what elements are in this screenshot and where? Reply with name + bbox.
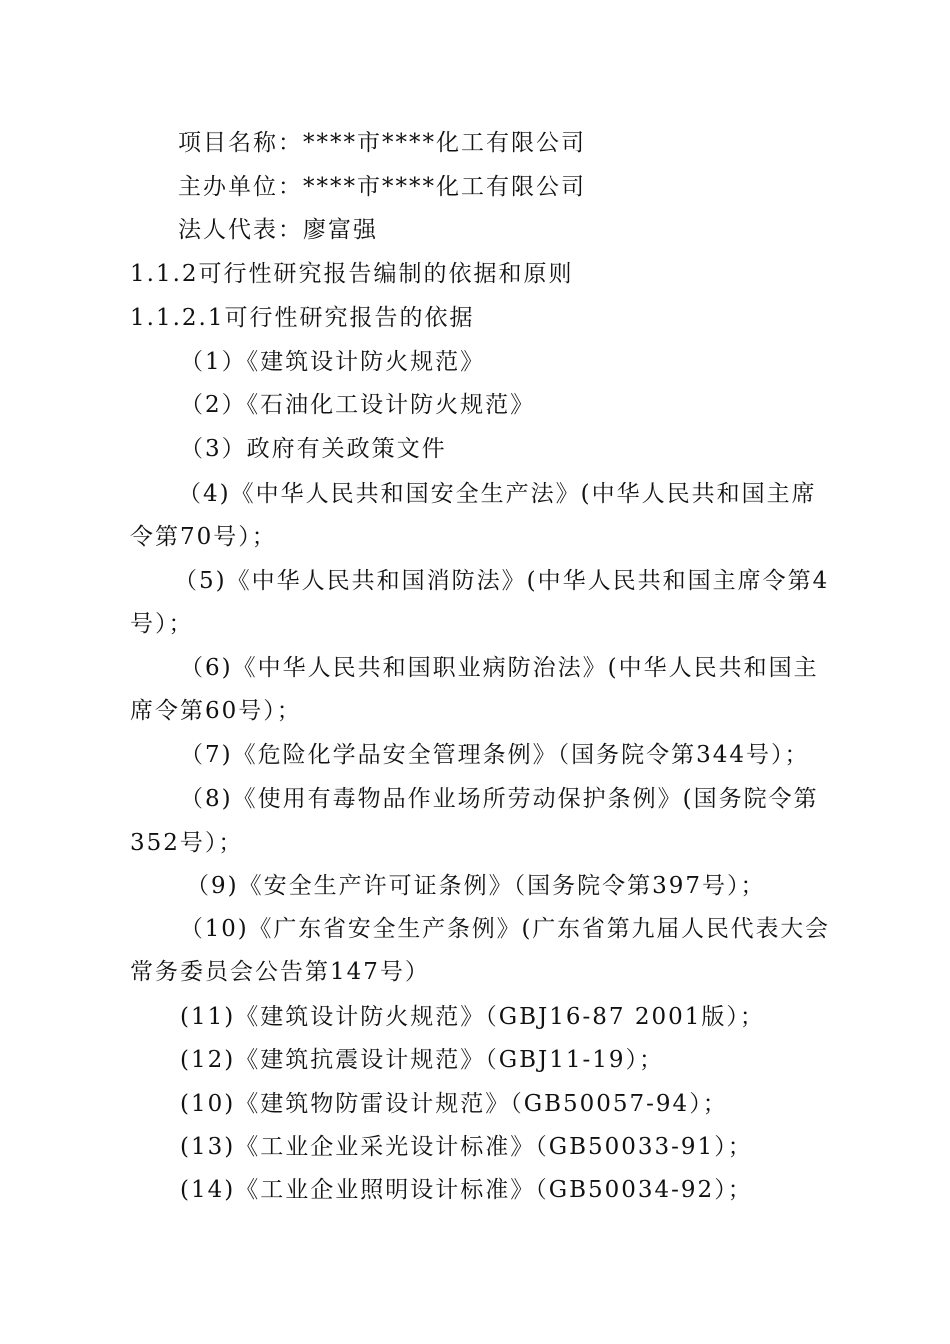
list-item-6: （6)《中华人民共和国职业病防治法》(中华人民共和国主 [180,655,819,681]
section-heading-1-1-2-1: 1.1.2.1可行性研究报告的依据 [130,305,475,331]
list-item-8-cont: 352号）； [130,830,244,856]
list-item-3: （3）政府有关政策文件 [180,436,447,462]
list-item-1: （1）《建筑设计防火规范》 [180,349,486,375]
list-item-5: （5)《中华人民共和国消防法》(中华人民共和国主席令第4 [174,568,830,594]
list-item-7: （7)《危险化学品安全管理条例》（国务院令第344号）； [180,742,810,768]
list-item-10: （10)《广东省安全生产条例》(广东省第九届人民代表大会 [180,916,830,942]
project-name-line: 项目名称：****市****化工有限公司 [178,130,586,156]
list-item-14: (14)《工业企业照明设计标准》（GB50034-92）； [180,1177,753,1203]
list-item-12: (12)《建筑抗震设计规范》（GBJ11-19）； [180,1047,665,1073]
list-item-2: （2）《石油化工设计防火规范》 [180,392,536,418]
legal-rep-line: 法人代表：廖富强 [178,217,378,243]
section-heading-1-1-2: 1.1.2可行性研究报告编制的依据和原则 [130,261,574,287]
list-item-10-cont: 常务委员会公告第147号） [130,959,430,985]
list-item-11: (11)《建筑设计防火规范》（GBJ16-87 2001版）； [180,1004,765,1030]
list-item-4: （4)《中华人民共和国安全生产法》(中华人民共和国主席 [178,481,817,507]
sponsor-line: 主办单位：****市****化工有限公司 [178,174,586,200]
list-item-9: （9)《安全生产许可证条例》（国务院令第397号）； [186,873,766,899]
list-item-5-cont: 号）； [130,611,194,637]
list-item-13: (13)《工业企业采光设计标准》（GB50033-91）； [180,1134,753,1160]
list-item-6-cont: 席令第60号）； [130,698,302,724]
list-item-8: （8)《使用有毒物品作业场所劳动保护条例》(国务院令第 [180,786,819,812]
list-item-10b: (10)《建筑物防雷设计规范》（GB50057-94）； [180,1091,728,1117]
list-item-4-cont: 令第70号）； [130,524,277,550]
